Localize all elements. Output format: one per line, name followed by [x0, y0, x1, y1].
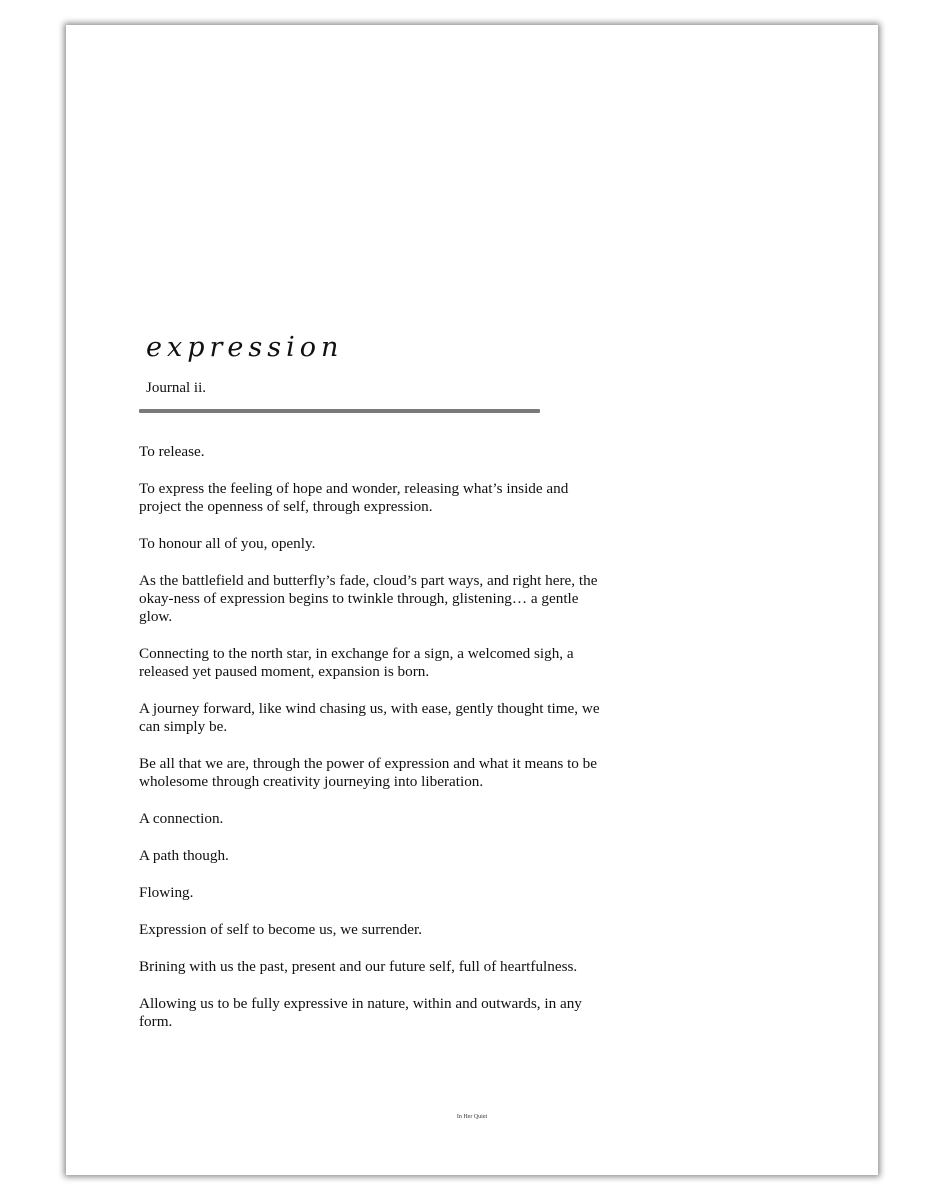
paragraph: As the battlefield and butterfly’s fade, cloud’s part ways, and right here, the okay-ness of expression begins to twinkle through, glistening… a gentle glow.: [139, 572, 598, 625]
paragraph: To honour all of you, openly.: [139, 535, 316, 552]
body-text: [139, 443, 609, 1050]
paragraph: Flowing.: [139, 884, 194, 901]
paragraph: Allowing us to be fully expressive in nature, within and outwards, in any form.: [139, 995, 582, 1030]
paragraph: A connection.: [139, 810, 224, 827]
page-subtitle: Journal ii.: [146, 380, 206, 396]
document-page: [66, 25, 878, 1175]
paragraph: Expression of self to become us, we surrender.: [139, 921, 422, 938]
paragraph: A journey forward, like wind chasing us, with ease, gently thought time, we can simply be.: [139, 700, 600, 735]
page-title: expression: [146, 332, 344, 363]
paragraph: Connecting to the north star, in exchange for a sign, a welcomed sigh, a released yet paused moment, expansion is born.: [139, 645, 574, 680]
paragraph: To release.: [139, 443, 205, 460]
paragraph: To express the feeling of hope and wonder, releasing what’s inside and project the openness of self, through expression.: [139, 480, 569, 515]
paragraph: Be all that we are, through the power of expression and what it means to be wholesome through creativity journeying into liberation.: [139, 755, 598, 790]
paragraph: Brining with us the past, present and our future self, full of heartfulness.: [139, 958, 578, 975]
page-footer: In Her Quiet: [456, 1114, 488, 1120]
paragraph: A path though.: [139, 847, 229, 864]
title-divider: [139, 409, 540, 413]
